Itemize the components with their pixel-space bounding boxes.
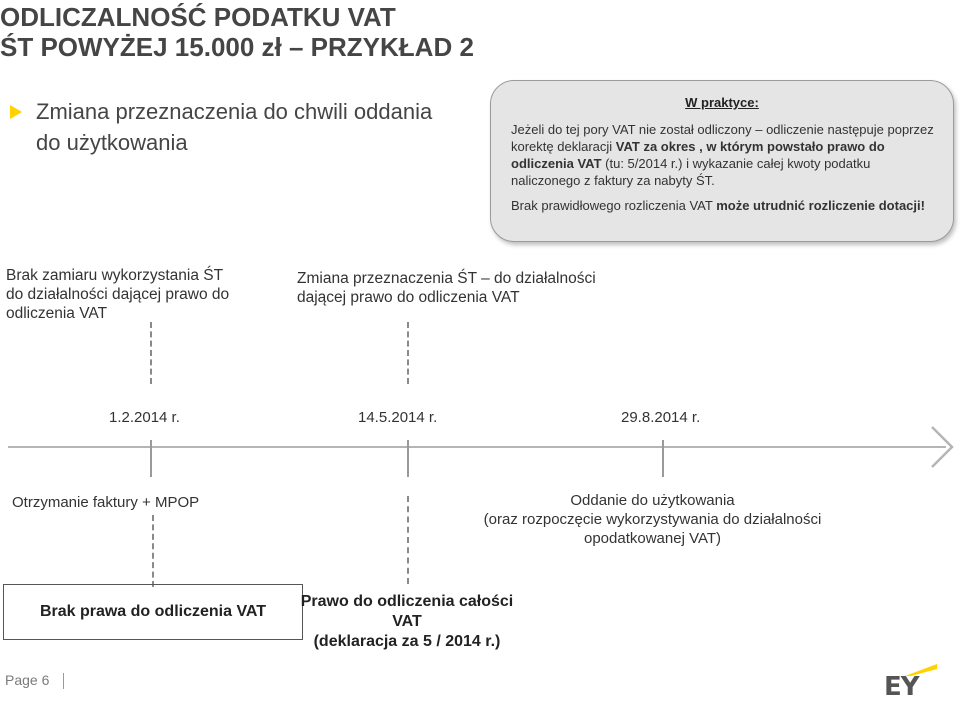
box-full-line-3: (deklaracja za 5 / 2014 r.) bbox=[313, 633, 501, 650]
bullet-line-1: Zmiana przeznaczenia do chwili oddania bbox=[36, 99, 433, 124]
note-no-intent-line-1: Brak zamiaru wykorzystania ŚT bbox=[6, 267, 224, 284]
box-full-deduction bbox=[262, 584, 552, 654]
callout-body bbox=[511, 121, 941, 214]
timeline-axis bbox=[8, 446, 946, 448]
timeline-tick-2 bbox=[407, 440, 409, 477]
note-no-intent-line-3: odliczenia VAT bbox=[6, 305, 108, 322]
date-3: 29.8.2014 r. bbox=[621, 409, 701, 426]
box-full-line-2: VAT bbox=[392, 613, 422, 630]
note-no-intent bbox=[6, 266, 229, 323]
note-invoice: Otrzymanie faktury + MPOP bbox=[12, 494, 200, 511]
slide-title-line-1: ODLICZALNOŚĆ PODATKU VAT bbox=[0, 2, 396, 32]
note-no-intent-line-2: do działalności dającej prawo do bbox=[6, 286, 230, 303]
ey-logo: EY bbox=[884, 672, 919, 702]
triangle-bullet-icon bbox=[10, 105, 22, 119]
timeline-arrow-icon bbox=[930, 425, 960, 469]
callout-p2-bold: może utrudnić rozliczenie dotacji! bbox=[716, 198, 925, 213]
note-handover-line-2: (oraz rozpoczęcie wykorzystywania do działalności bbox=[483, 511, 822, 528]
box-no-deduction-label: Brak prawa do odliczenia VAT bbox=[39, 603, 267, 620]
timeline-tick-1 bbox=[150, 440, 152, 477]
note-handover-line-1: Oddanie do użytkowania bbox=[570, 492, 735, 509]
connector-dashed-1 bbox=[150, 322, 152, 384]
note-change-purpose bbox=[297, 269, 596, 307]
callout-title: W praktyce: bbox=[685, 95, 759, 110]
page-number bbox=[5, 672, 64, 689]
page-divider bbox=[63, 673, 64, 689]
date-2: 14.5.2014 r. bbox=[358, 409, 438, 426]
page-number-text: Page 6 bbox=[5, 672, 50, 688]
callout-paragraph-2 bbox=[511, 197, 941, 214]
slide-title bbox=[0, 2, 474, 62]
slide-title-line-2: ŚT POWYŻEJ 15.000 zł – PRZYKŁAD 2 bbox=[0, 32, 474, 62]
callout-p1-bold: VAT za okres , w którym powstało prawo do odliczenia VAT bbox=[511, 139, 885, 171]
callout-paragraph-1 bbox=[511, 121, 941, 189]
callout-p1-text-b: (tu: 5/2014 r.) i wykazanie całej kwoty podatku naliczonego z faktury za nabyty ŚT. bbox=[511, 156, 871, 188]
box-full-line-1: Prawo do odliczenia całości bbox=[300, 593, 514, 610]
bullet-line-2: do użytkowania bbox=[36, 130, 188, 155]
bullet-text bbox=[36, 96, 432, 158]
box-no-deduction bbox=[3, 584, 303, 640]
connector-dashed-3 bbox=[152, 515, 154, 587]
note-change-line-2: dającej prawo do odliczenia VAT bbox=[297, 289, 520, 306]
callout-p1-text-a: Jeżeli do tej pory VAT nie został odliczony – odliczenie następuje poprzez korektę deklaracji bbox=[511, 122, 934, 154]
note-handover-line-3: opodatkowanej VAT) bbox=[583, 530, 722, 547]
practice-callout bbox=[490, 80, 954, 242]
connector-dashed-2 bbox=[407, 322, 409, 384]
note-handover bbox=[470, 491, 835, 548]
timeline-tick-3 bbox=[662, 440, 664, 477]
date-1: 1.2.2014 r. bbox=[109, 409, 180, 426]
callout-p2-text: Brak prawidłowego rozliczenia VAT bbox=[511, 198, 717, 213]
note-change-line-1: Zmiana przeznaczenia ŚT – do działalności bbox=[297, 270, 596, 287]
connector-dashed-4 bbox=[407, 496, 409, 584]
